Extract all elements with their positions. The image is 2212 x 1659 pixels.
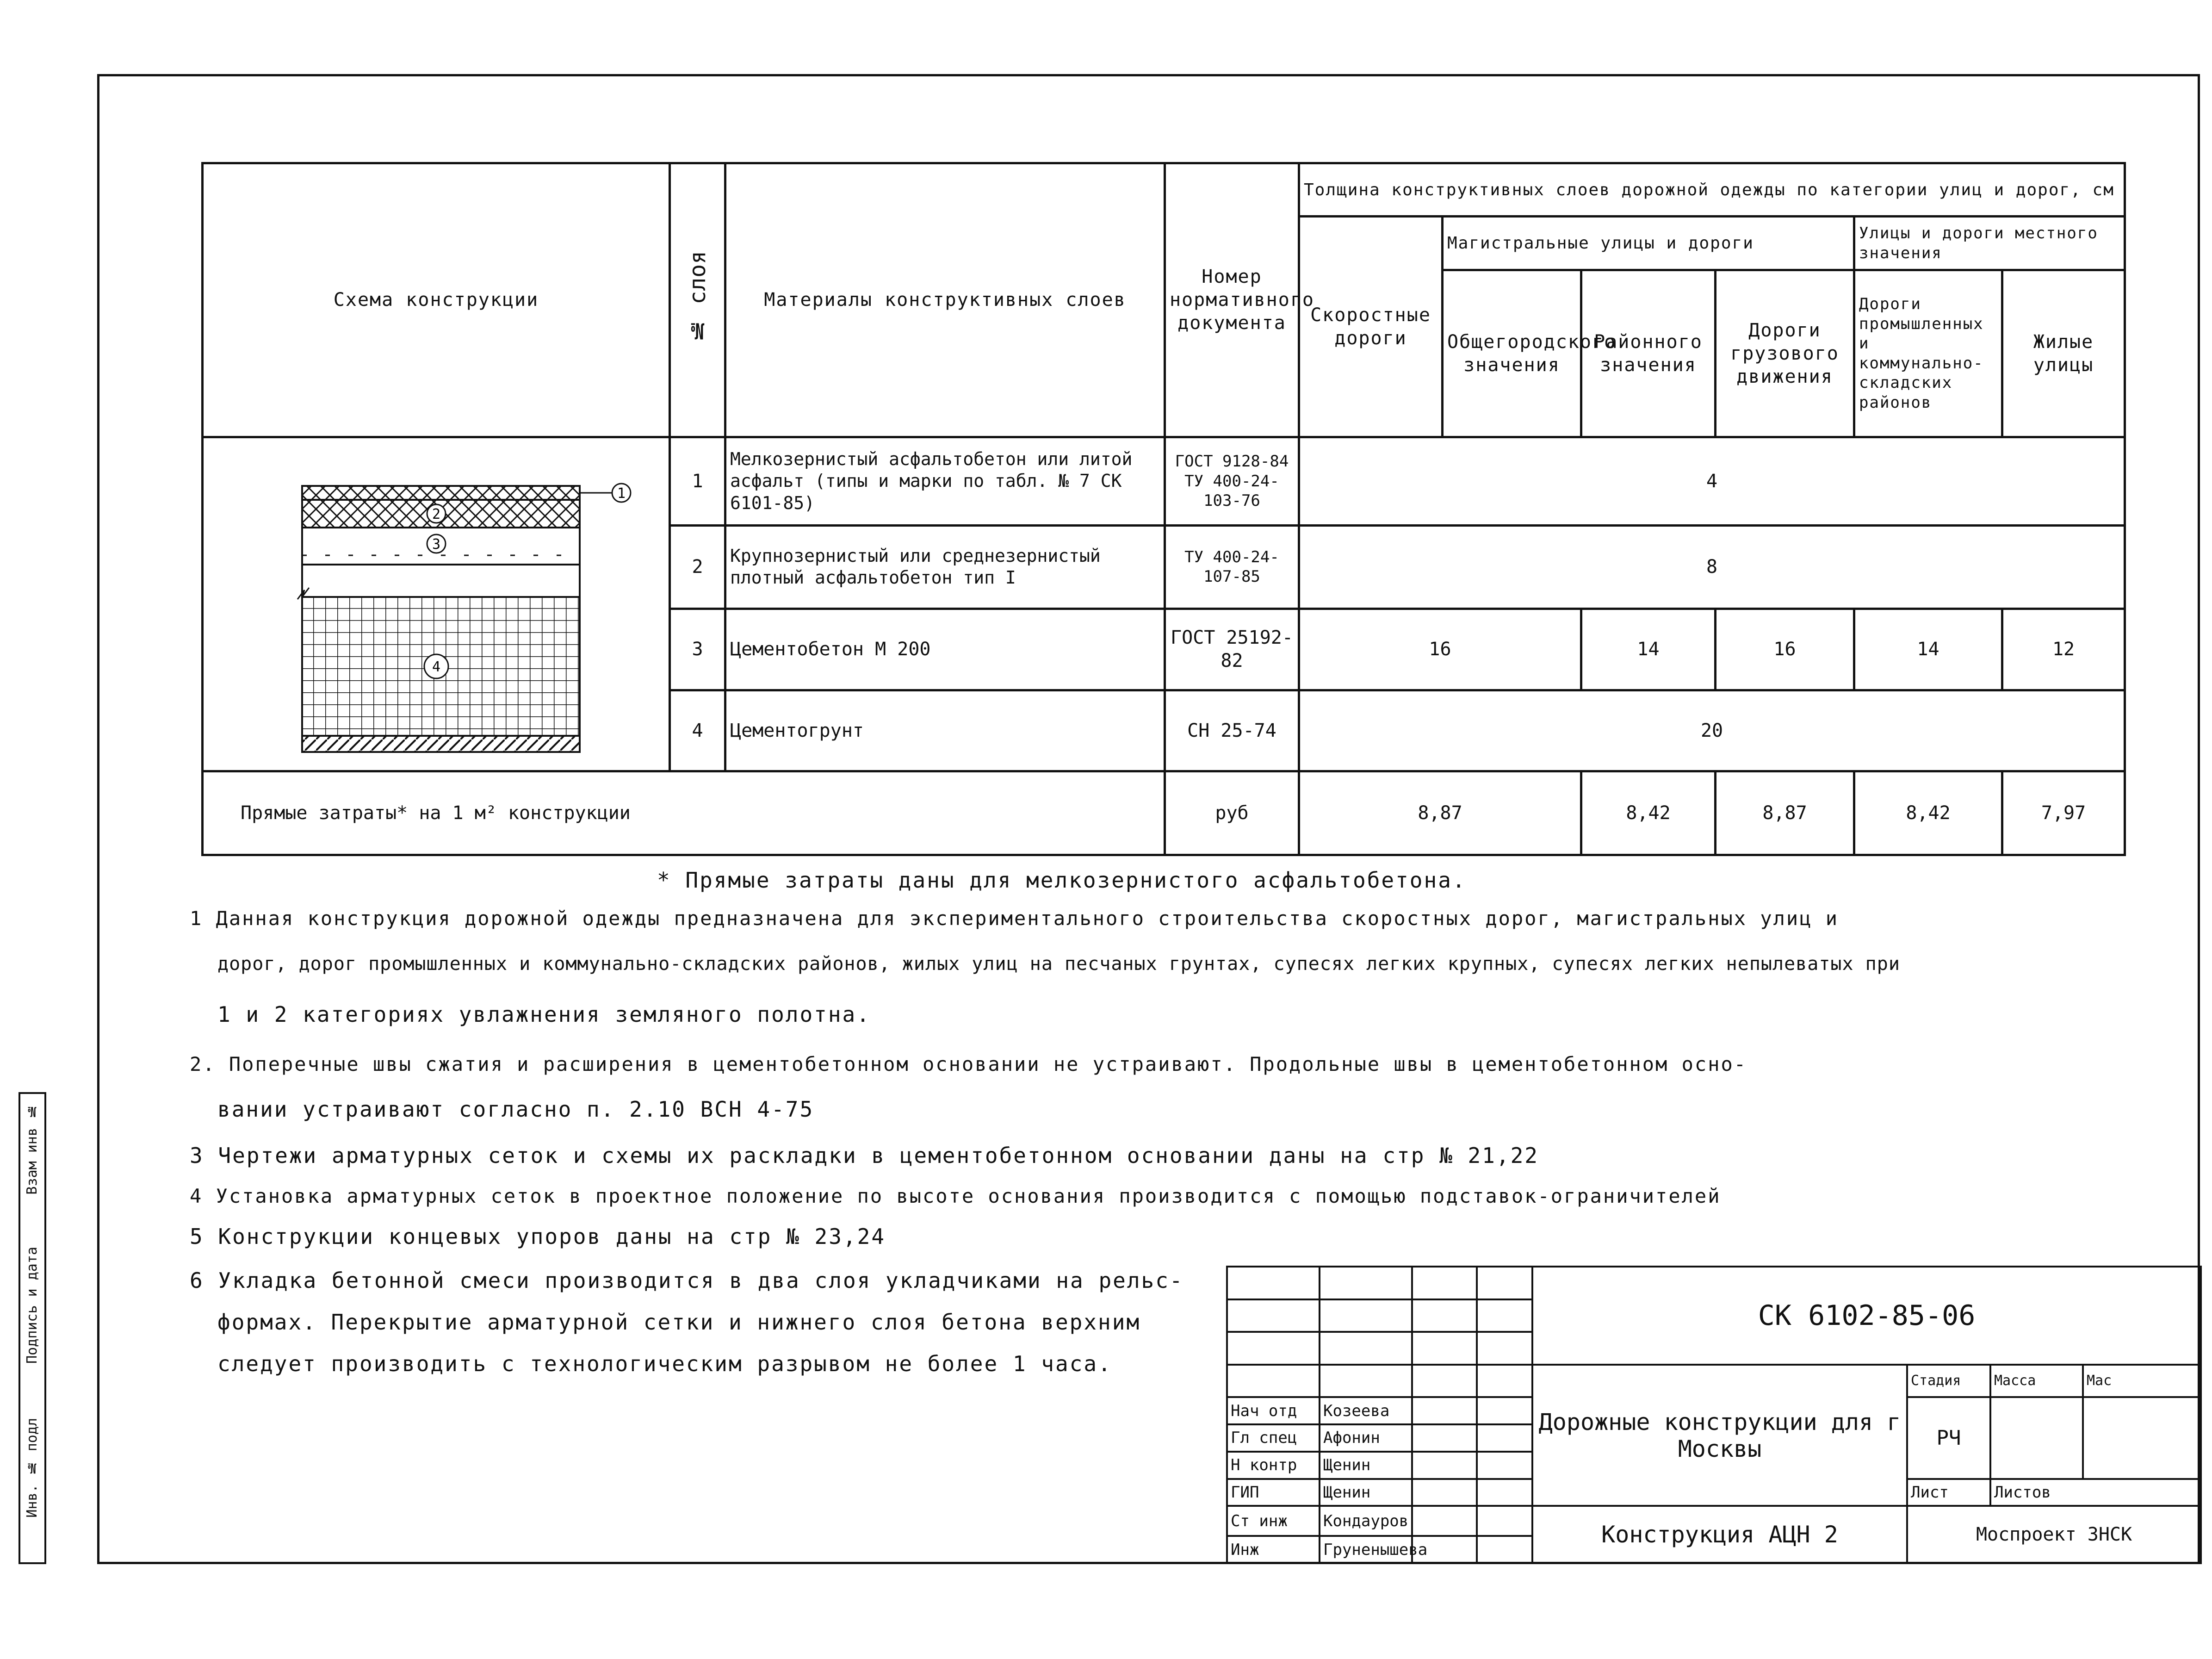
- note-4: 4 Установка арматурных сеток в проектное положение по высоте основания производится с помощью подставок-ограничителей: [190, 1185, 1721, 1207]
- row3-no: 3: [670, 609, 725, 690]
- footnote: * Прямые затраты даны для мелкозернистого асфальтобетона.: [657, 868, 1467, 893]
- schema-header: Схема конструкции: [203, 163, 670, 437]
- row1-value: 4: [1299, 437, 2125, 525]
- row3-freight: 16: [1716, 609, 1854, 690]
- row1-doc: ГОСТ 9128-84 ТУ 400-24-103-76: [1165, 437, 1299, 525]
- sheets-label: Листов: [1990, 1479, 2201, 1506]
- row3-highways-city: 16: [1299, 609, 1581, 690]
- row3-district: 14: [1581, 609, 1716, 690]
- role-2: Гл спец: [1227, 1424, 1320, 1452]
- schema-label-3: 3: [432, 536, 440, 553]
- sheet-label: Лист: [1907, 1479, 1990, 1506]
- name-2: Афонин: [1320, 1424, 1412, 1452]
- note-1-line-1: 1 Данная конструкция дорожной одежды предназначена для экспериментального строительства скоростных дорог, магистральных улиц и: [190, 907, 1839, 930]
- schema-label-4: 4: [432, 659, 440, 675]
- sign-3: [1412, 1452, 1477, 1479]
- note-5: 5 Конструкции концевых упоров даны на стр № 23,24: [190, 1224, 886, 1249]
- name-3: Щенин: [1320, 1452, 1412, 1479]
- row3-material: Цементобетон М 200: [725, 609, 1165, 690]
- trunk-group-header: Магистральные улицы и дороги: [1443, 217, 1854, 270]
- row4-no: 4: [670, 690, 725, 771]
- title-block: [1226, 1266, 2202, 1564]
- sign-4: [1412, 1479, 1477, 1506]
- row4-doc: СН 25-74: [1165, 690, 1299, 771]
- row2-no: 2: [670, 525, 725, 609]
- row1-material: Мелкозернистый асфальтобетон или литой асфальт (типы и марки по табл. № 7 СК 6101-85): [725, 437, 1165, 525]
- drawing-title: Дорожные конструкции для г Москвы: [1532, 1365, 1907, 1506]
- schema-label-2: 2: [432, 506, 440, 522]
- note-1-line-3: 1 и 2 категориях увлажнения земляного полотна.: [217, 1002, 871, 1027]
- sign-1: [1412, 1397, 1477, 1424]
- cost-industrial: 8,42: [1854, 771, 2002, 855]
- role-3: Н контр: [1227, 1452, 1320, 1479]
- layers-table: [201, 162, 2126, 856]
- organization: Моспроект ЗНСК: [1907, 1506, 2201, 1563]
- row4-material: Цементогрунт: [725, 690, 1165, 771]
- note-3: 3 Чертежи арматурных сеток и схемы их раскладки в цементобетонном основании даны на стр № 21,22: [190, 1143, 1539, 1168]
- cost-highways-city: 8,87: [1299, 771, 1581, 855]
- trunk-district-header: Районного значения: [1581, 270, 1716, 437]
- note-6-line-3: следует производить с технологическим разрывом не более 1 часа.: [217, 1351, 1112, 1376]
- note-1-line-2: дорог, дорог промышленных и коммунально-складских районов, жилых улиц на песчаных грунтах, супесях легких крупных, супесях легких непылеватых при: [217, 953, 1900, 975]
- row3-industrial: 14: [1854, 609, 2002, 690]
- doc-code: СК 6102-85-06: [1532, 1267, 2201, 1365]
- cost-freight: 8,87: [1716, 771, 1854, 855]
- trunk-freight-header: Дороги грузового движения: [1716, 270, 1854, 437]
- margin-label-replace: Взам инв №: [24, 1103, 40, 1195]
- schema-cell: [203, 437, 670, 771]
- trunk-city-header: Общегородского значения: [1443, 270, 1581, 437]
- highways-header: Скоростные дороги: [1299, 217, 1443, 437]
- margin-label-inv: Инв. № подл: [24, 1418, 40, 1518]
- name-4: Щенин: [1320, 1479, 1412, 1506]
- cost-residential: 7,97: [2002, 771, 2125, 855]
- note-2-line-1: 2. Поперечные швы сжатия и расширения в цементобетонном основании не устраивают. Продольные швы в цементобетонном осно-: [190, 1053, 1747, 1075]
- row3-doc: ГОСТ 25192-82: [1165, 609, 1299, 690]
- margin-label-sign: Подпись и дата: [24, 1247, 40, 1364]
- layer-no-header: № слоя: [670, 163, 725, 437]
- row3-residential: 12: [2002, 609, 2125, 690]
- row2-value: 8: [1299, 525, 2125, 609]
- cost-unit: руб: [1165, 771, 1299, 855]
- cost-label: Прямые затраты* на 1 м² конструкции: [203, 771, 1165, 855]
- role-1: Нач отд: [1227, 1397, 1320, 1424]
- note-6-line-2: формах. Перекрытие арматурной сетки и нижнего слоя бетона верхним: [217, 1310, 1141, 1335]
- name-5: Кондауров: [1320, 1506, 1412, 1536]
- stage-value: РЧ: [1907, 1397, 1990, 1479]
- local-group-header: Улицы и дороги местного значения: [1854, 217, 2125, 270]
- name-6: Груненышева: [1320, 1536, 1412, 1563]
- mass-label: Масса: [1990, 1365, 2083, 1398]
- scale-label: Мас: [2083, 1365, 2201, 1398]
- role-4: ГИП: [1227, 1479, 1320, 1506]
- role-6: Инж: [1227, 1536, 1320, 1563]
- row2-material: Крупнозернистый или среднезернистый плотный асфальтобетон тип I: [725, 525, 1165, 609]
- note-6-line-1: 6 Укладка бетонной смеси производится в два слоя укладчиками на рельс-: [190, 1268, 1184, 1293]
- row2-doc: ТУ 400-24-107-85: [1165, 525, 1299, 609]
- margin-strip: [19, 1092, 46, 1564]
- thickness-header: Толщина конструктивных слоев дорожной одежды по категории улиц и дорог, см: [1299, 163, 2125, 217]
- normative-doc-header: Номер нормативного документа: [1165, 163, 1299, 437]
- sign-5: [1412, 1506, 1477, 1536]
- name-1: Козеева: [1320, 1397, 1412, 1424]
- role-5: Ст инж: [1227, 1506, 1320, 1536]
- schema-label-1: 1: [617, 485, 626, 502]
- note-2-line-2: вании устраивают согласно п. 2.10 ВСН 4-75: [217, 1097, 814, 1122]
- local-industrial-header: Дороги промышленных и коммунально-складских районов: [1854, 270, 2002, 437]
- cost-district: 8,42: [1581, 771, 1716, 855]
- sign-2: [1412, 1424, 1477, 1452]
- local-residential-header: Жилые улицы: [2002, 270, 2125, 437]
- row4-value: 20: [1299, 690, 2125, 771]
- row1-no: 1: [670, 437, 725, 525]
- stage-label: Стадия: [1907, 1365, 1990, 1398]
- drawing-subtitle: Конструкция АЦН 2: [1532, 1506, 1907, 1563]
- layer-schema-drawing: [205, 440, 668, 764]
- materials-header: Материалы конструктивных слоев: [725, 163, 1165, 437]
